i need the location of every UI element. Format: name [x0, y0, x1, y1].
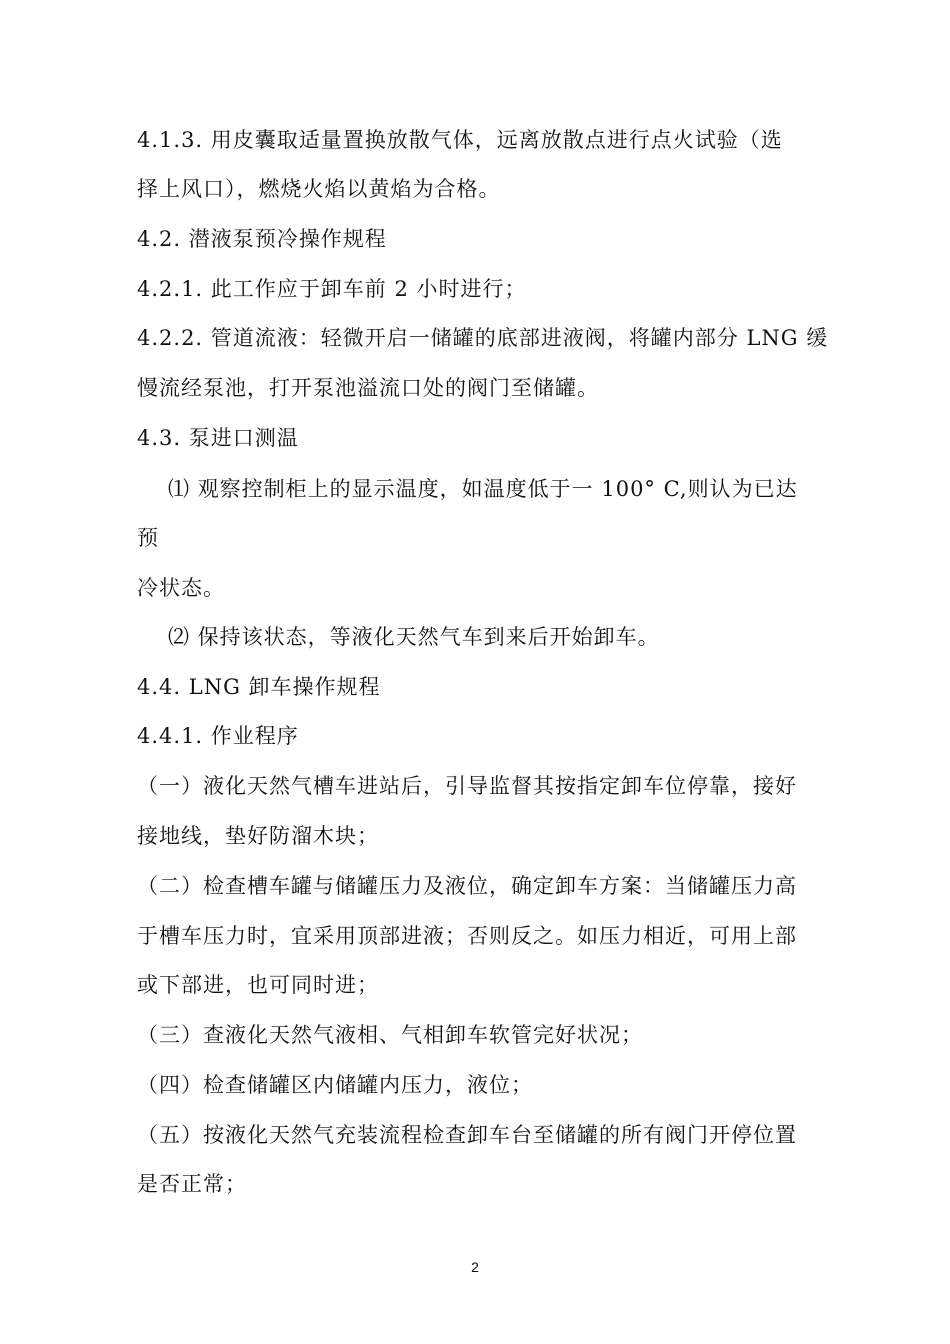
- text-line-4-2-1: 4.2.1. 此工作应于卸车前 2 小时进行；: [137, 277, 527, 301]
- text-line-step-2-cont-b: 或下部进，也可同时进；: [137, 973, 379, 997]
- heading-4-4-1: 4.4.1. 作业程序: [137, 724, 299, 748]
- text-line-step-4: （四）检查储罐区内储罐内压力，液位；: [137, 1073, 533, 1097]
- page-number: 2: [471, 1259, 479, 1275]
- text-line-step-3: （三）查液化天然气液相、气相卸车软管完好状况；: [137, 1023, 643, 1047]
- heading-4-2: 4.2. 潜液泵预冷操作规程: [137, 227, 387, 251]
- text-line-item-1-cont-a: 预: [137, 526, 159, 550]
- text-line-4-2-2: 4.2.2. 管道流液：轻微开启一储罐的底部进液阀，将罐内部分 LNG 缓: [137, 326, 829, 350]
- text-line-step-2: （二）检查槽车罐与储罐压力及液位，确定卸车方案：当储罐压力高: [137, 874, 797, 898]
- text-line-4-2-2-cont: 慢流经泵池，打开泵池溢流口处的阀门至储罐。: [137, 376, 599, 400]
- text-line-item-1: ⑴ 观察控制柜上的显示温度，如温度低于一 100° C,则认为已达: [168, 477, 798, 501]
- text-line-4-1-3: 4.1.3. 用皮囊取适量置换放散气体，远离放散点进行点火试验（选: [137, 128, 783, 152]
- text-line-4-1-3-cont: 择上风口），燃烧火焰以黄焰为合格。: [137, 177, 501, 201]
- heading-4-4: 4.4. LNG 卸车操作规程: [137, 675, 381, 699]
- text-line-step-2-cont-a: 于槽车压力时，宜采用顶部进液；否则反之。如压力相近，可用上部: [137, 924, 797, 948]
- text-line-item-2: ⑵ 保持该状态，等液化天然气车到来后开始卸车。: [168, 625, 660, 649]
- text-line-step-5-cont: 是否正常；: [137, 1172, 247, 1196]
- text-line-step-1-cont: 接地线，垫好防溜木块；: [137, 824, 379, 848]
- text-line-step-5: （五）按液化天然气充装流程检查卸车台至储罐的所有阀门开停位置: [137, 1123, 797, 1147]
- heading-4-3: 4.3. 泵进口测温: [137, 426, 299, 450]
- text-line-item-1-cont-b: 冷状态。: [137, 576, 225, 600]
- text-line-step-1: （一）液化天然气槽车进站后，引导监督其按指定卸车位停靠，接好: [137, 774, 797, 798]
